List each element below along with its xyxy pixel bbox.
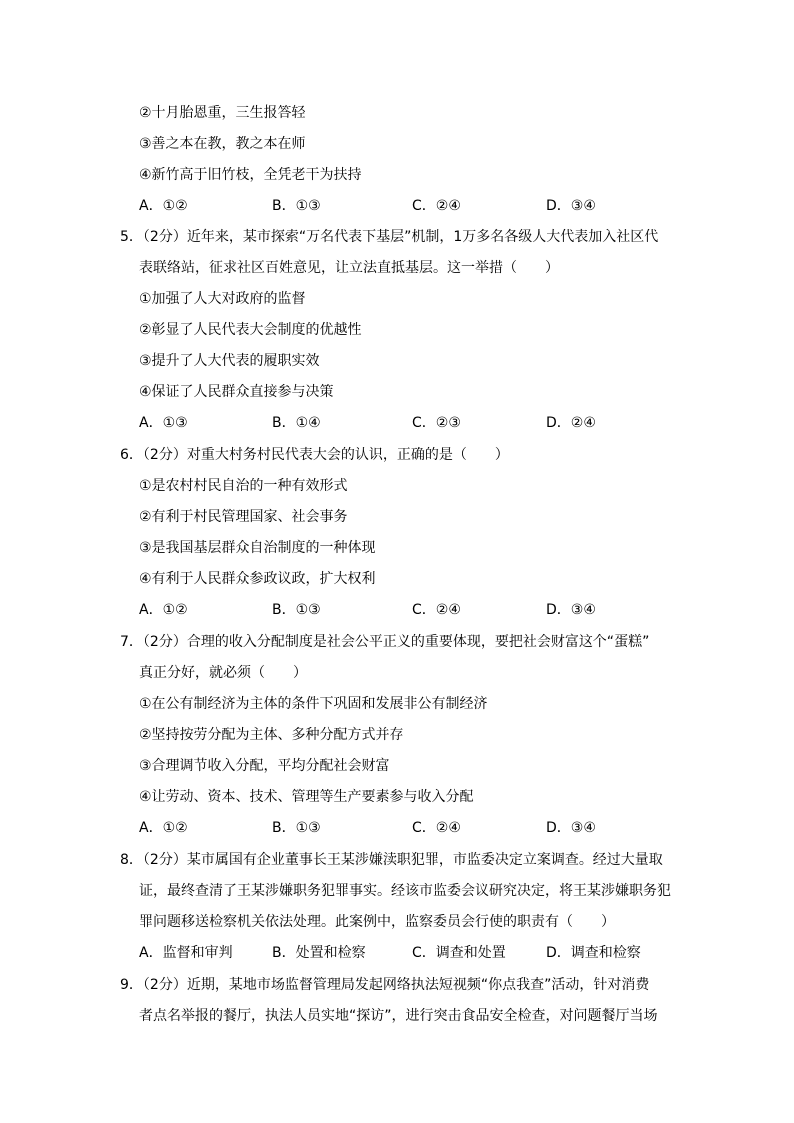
q7-stem-line-1: 7．（2分）合理的收入分配制度是社会公平正义的重要体现，要把社会财富这个“蛋糕” <box>120 634 650 650</box>
q8-stem-line-1: 8．（2分）某市属国有企业董事长王某涉嫌渎职犯罪，市监委决定立案调查。经过大量取 <box>120 852 663 868</box>
q4-choice-d: D．③④ <box>546 198 596 214</box>
q4-choice-c: C．②④ <box>412 198 461 214</box>
q8-choice-b: B．处置和检察 <box>272 945 366 961</box>
q5-choice-b: B．①④ <box>272 415 321 431</box>
q6-option-4: ④有利于人民群众参政议政，扩大权利 <box>139 571 376 587</box>
q5-choice-a: A．①③ <box>139 415 188 431</box>
q5-choice-d: D．②④ <box>546 415 596 431</box>
q7-choice-b: B．①③ <box>272 820 321 836</box>
q6-choice-b: B．①③ <box>272 602 321 618</box>
q8-stem-line-3: 罪问题移送检察机关依法处理。此案例中，监察委员会行使的职责有（ ） <box>139 914 615 930</box>
q7-choice-d: D．③④ <box>546 820 596 836</box>
q4-option-4: ④新竹高于旧竹枝，全凭老干为扶持 <box>139 167 362 183</box>
q7-option-1: ①在公有制经济为主体的条件下巩固和发展非公有制经济 <box>139 696 488 712</box>
q6-option-2: ②有利于村民管理国家、社会事务 <box>139 509 348 525</box>
q7-choice-a: A．①② <box>139 820 188 836</box>
q5-option-4: ④保证了人民群众直接参与决策 <box>139 384 334 400</box>
q5-option-1: ①加强了人大对政府的监督 <box>139 291 306 307</box>
q7-option-2: ②坚持按劳分配为主体、多种分配方式并存 <box>139 727 404 743</box>
q4-choice-b: B．①③ <box>272 198 321 214</box>
q6-choice-a: A．①② <box>139 602 188 618</box>
q8-choice-a: A．监督和审判 <box>139 945 233 961</box>
q9-stem-line-2: 者点名举报的餐厅，执法人员实地“探访”，进行突击食品安全检查，对问题餐厅当场 <box>139 1008 658 1024</box>
q5-stem-line-1: 5．（2分）近年来，某市探索“万名代表下基层”机制，1万多名各级人大代表加入社区代 <box>120 229 659 245</box>
q7-option-4: ④让劳动、资本、技术、管理等生产要素参与收入分配 <box>139 789 474 805</box>
q7-choice-c: C．②④ <box>412 820 461 836</box>
q6-option-1: ①是农村村民自治的一种有效形式 <box>139 478 348 494</box>
q5-choice-c: C．②③ <box>412 415 461 431</box>
q6-stem-line-1: 6．（2分）对重大村务村民代表大会的认识，正确的是（ ） <box>120 447 509 463</box>
q5-option-2: ②彰显了人民代表大会制度的优越性 <box>139 322 362 338</box>
q6-option-3: ③是我国基层群众自治制度的一种体现 <box>139 540 376 556</box>
q7-option-3: ③合理调节收入分配，平均分配社会财富 <box>139 758 390 774</box>
q9-stem-line-1: 9．（2分）近期，某地市场监督管理局发起网络执法短视频“你点我查”活动，针对消费 <box>120 977 650 993</box>
q5-stem-line-2: 表联络站，征求社区百姓意见，让立法直抵基层。这一举措（ ） <box>139 260 559 276</box>
q4-option-2: ②十月胎恩重，三生报答轻 <box>139 105 306 121</box>
q4-option-3: ③善之本在教，教之本在师 <box>139 136 306 152</box>
q8-choice-d: D．调查和检察 <box>546 945 641 961</box>
q8-choice-c: C．调查和处置 <box>412 945 506 961</box>
q5-option-3: ③提升了人大代表的履职实效 <box>139 353 320 369</box>
q8-stem-line-2: 证，最终查清了王某涉嫌职务犯罪事实。经该市监委会议研究决定，将王某涉嫌职务犯 <box>139 883 671 899</box>
q4-choice-a: A．①② <box>139 198 188 214</box>
q7-stem-line-2: 真正分好，就必须（ ） <box>139 665 307 681</box>
q6-choice-c: C．②④ <box>412 602 461 618</box>
q6-choice-d: D．③④ <box>546 602 596 618</box>
